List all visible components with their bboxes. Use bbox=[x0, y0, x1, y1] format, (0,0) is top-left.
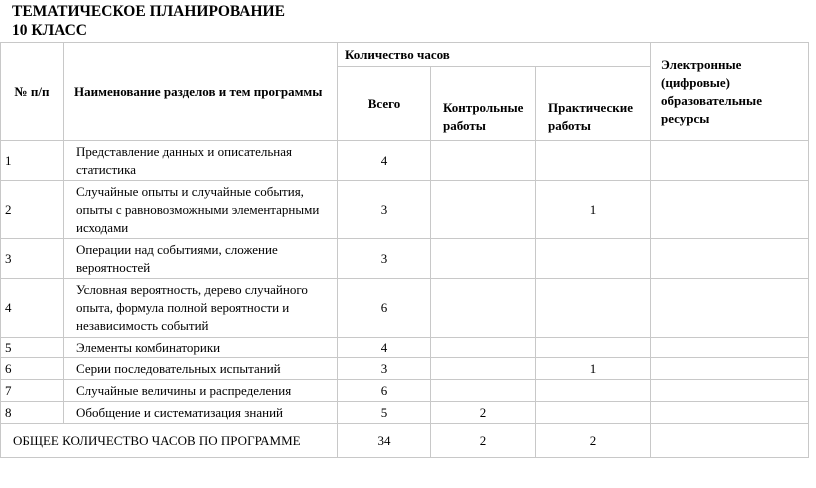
row-total: 3 bbox=[338, 181, 431, 239]
row-num: 8 bbox=[1, 402, 64, 424]
row-name: Обобщение и систематизация знаний bbox=[64, 402, 338, 424]
table-row bbox=[1, 358, 809, 380]
row-name: Случайные опыты и случайные события, опыты с равновозможными элементарными исходами bbox=[64, 181, 338, 239]
header-hours: Количество часов bbox=[338, 43, 651, 67]
summary-practical: 2 bbox=[536, 424, 651, 458]
row-resources bbox=[651, 402, 809, 424]
table-row bbox=[1, 380, 809, 402]
row-num: 4 bbox=[1, 279, 64, 338]
row-control bbox=[431, 141, 536, 181]
row-total: 5 bbox=[338, 402, 431, 424]
row-total: 3 bbox=[338, 358, 431, 380]
row-name: Случайные величины и распределения bbox=[64, 380, 338, 402]
summary-resources bbox=[651, 424, 809, 458]
header-control: Контрольные работы bbox=[431, 67, 536, 141]
summary-control: 2 bbox=[431, 424, 536, 458]
summary-label: ОБЩЕЕ КОЛИЧЕСТВО ЧАСОВ ПО ПРОГРАММЕ bbox=[1, 424, 338, 458]
row-name: Условная вероятность, дерево случайного опыта, формула полной вероятности и независимость событий bbox=[64, 279, 338, 338]
row-practical bbox=[536, 402, 651, 424]
row-resources bbox=[651, 358, 809, 380]
row-total: 6 bbox=[338, 380, 431, 402]
summary-row bbox=[1, 424, 809, 458]
row-num: 2 bbox=[1, 181, 64, 239]
row-resources bbox=[651, 181, 809, 239]
table-row bbox=[1, 279, 809, 338]
row-practical: 1 bbox=[536, 358, 651, 380]
table-row bbox=[1, 402, 809, 424]
row-resources bbox=[651, 338, 809, 358]
header-num: № п/п bbox=[1, 43, 64, 141]
header-total: Всего bbox=[338, 67, 431, 141]
row-practical bbox=[536, 380, 651, 402]
header-resources: Электронные (цифровые) образовательные ресурсы bbox=[651, 43, 809, 141]
header-name: Наименование разделов и тем программы bbox=[64, 43, 338, 141]
row-total: 3 bbox=[338, 239, 431, 279]
row-practical bbox=[536, 239, 651, 279]
row-resources bbox=[651, 141, 809, 181]
table-row bbox=[1, 181, 809, 239]
row-total: 6 bbox=[338, 279, 431, 338]
table-row bbox=[1, 338, 809, 358]
row-control bbox=[431, 338, 536, 358]
row-num: 7 bbox=[1, 380, 64, 402]
row-num: 1 bbox=[1, 141, 64, 181]
table-row bbox=[1, 239, 809, 279]
row-practical bbox=[536, 279, 651, 338]
row-practical bbox=[536, 338, 651, 358]
row-control bbox=[431, 358, 536, 380]
row-name: Представление данных и описательная статистика bbox=[64, 141, 338, 181]
table-row bbox=[1, 141, 809, 181]
row-num: 5 bbox=[1, 338, 64, 358]
thematic-plan-table bbox=[0, 42, 809, 458]
row-name: Операции над событиями, сложение вероятностей bbox=[64, 239, 338, 279]
row-total: 4 bbox=[338, 141, 431, 181]
row-control bbox=[431, 239, 536, 279]
class-subtitle: 10 КЛАСС bbox=[12, 22, 87, 39]
row-num: 6 bbox=[1, 358, 64, 380]
header-practical: Практические работы bbox=[536, 67, 651, 141]
row-resources bbox=[651, 239, 809, 279]
row-name: Серии последовательных испытаний bbox=[64, 358, 338, 380]
row-total: 4 bbox=[338, 338, 431, 358]
document-title: ТЕМАТИЧЕСКОЕ ПЛАНИРОВАНИЕ bbox=[12, 3, 285, 20]
row-name: Элементы комбинаторики bbox=[64, 338, 338, 358]
row-num: 3 bbox=[1, 239, 64, 279]
row-control bbox=[431, 380, 536, 402]
row-control bbox=[431, 279, 536, 338]
row-practical bbox=[536, 141, 651, 181]
summary-total: 34 bbox=[338, 424, 431, 458]
row-control bbox=[431, 181, 536, 239]
row-practical: 1 bbox=[536, 181, 651, 239]
row-resources bbox=[651, 380, 809, 402]
row-control: 2 bbox=[431, 402, 536, 424]
row-resources bbox=[651, 279, 809, 338]
